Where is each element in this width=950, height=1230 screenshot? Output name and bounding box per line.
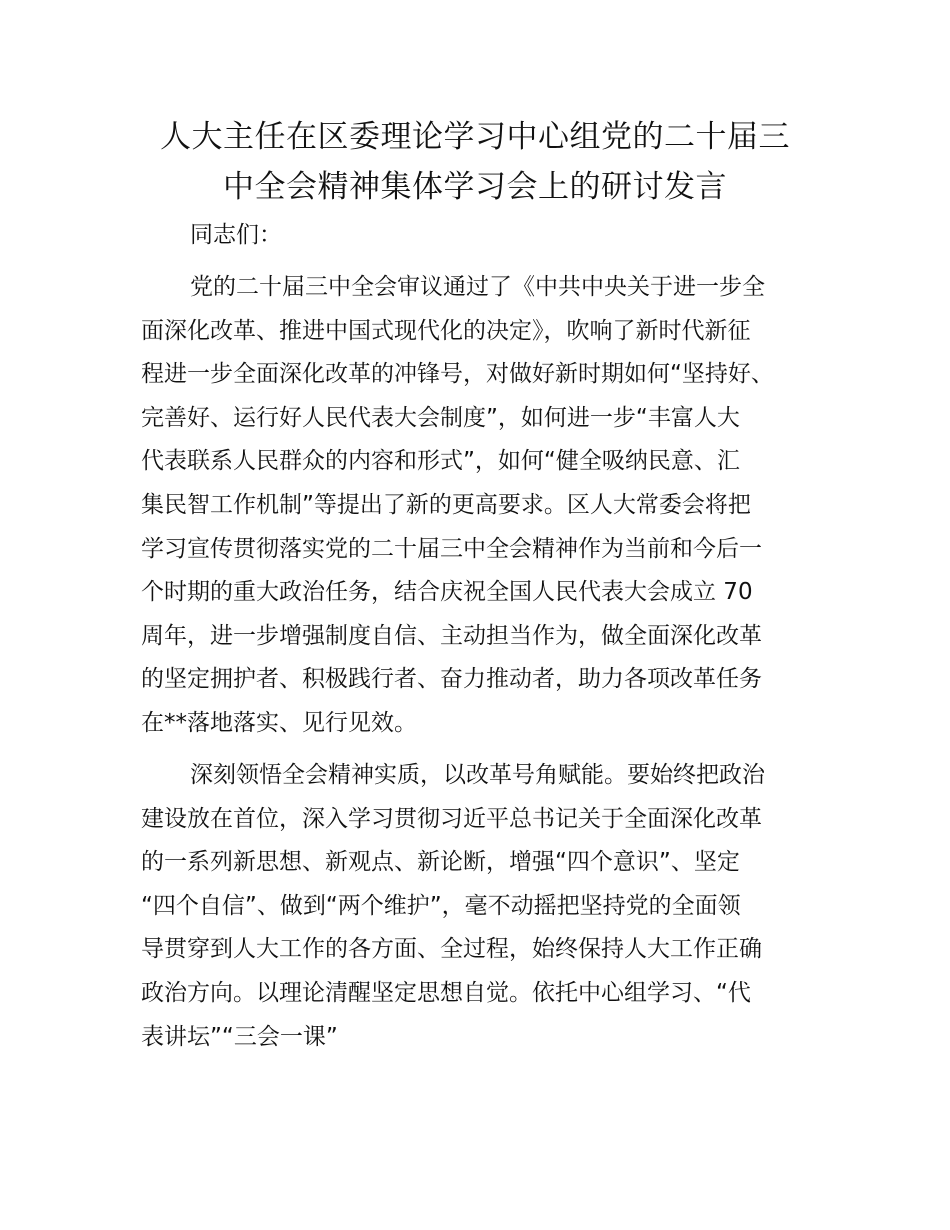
text-line: 政治方向。以理论清醒坚定思想自觉。依托中心组学习、“代	[141, 979, 751, 1006]
text-line: 学习宣传贯彻落实党的二十届三中全会精神作为当前和今后一	[141, 535, 762, 562]
greeting: 同志们：	[190, 222, 282, 248]
paragraph-2	[141, 754, 821, 1059]
text-line: 在**落地落实、见行见效。	[141, 709, 417, 736]
text-line: 个时期的重大政治任务，结合庆祝全国人民代表大会成立 70	[141, 579, 753, 606]
paragraph-1	[141, 266, 821, 746]
text-line: 党的二十届三中全会审议通过了《中共中央关于进一步全	[190, 274, 765, 300]
title-line: 中全会精神集体学习会上的研讨发言	[223, 169, 727, 205]
text-line: 导贯穿到人大工作的各方面、全过程，始终保持人大工作正确	[141, 936, 762, 963]
text-line: 完善好、运行好人民代表大会制度”，如何进一步“丰富人大	[141, 404, 740, 431]
text-line: 深刻领悟全会精神实质，以改革号角赋能。要始终把政治	[190, 762, 765, 788]
text-line: 面深化改革、推进中国式现代化的决定》，吹响了新时代新征	[141, 317, 751, 344]
text-line: 的一系列新思想、新观点、新论断，增强“四个意识”、坚定	[141, 849, 740, 876]
text-line: 集民智工作机制”等提出了新的更高要求。区人大常委会将把	[141, 491, 751, 518]
document-title	[120, 112, 830, 212]
text-line: 表讲坛”“三会一课”	[141, 1023, 338, 1050]
title-line: 人大主任在区委理论学习中心组党的二十届三	[160, 119, 790, 155]
text-line: “四个自信”、做到“两个维护”，毫不动摇把坚持党的全面领	[141, 892, 741, 919]
text-line: 周年，进一步增强制度自信、主动担当作为，做全面深化改革	[141, 622, 762, 649]
text-line: 程进一步全面深化改革的冲锋号，对做好新时期如何“坚持好、	[141, 361, 774, 388]
text-line: 代表联系人民群众的内容和形式”，如何“健全吸纳民意、汇	[141, 448, 740, 475]
text-line: 的坚定拥护者、积极践行者、奋力推动者，助力各项改革任务	[141, 666, 762, 693]
text-line: 建设放在首位，深入学习贯彻习近平总书记关于全面深化改革	[141, 805, 762, 832]
